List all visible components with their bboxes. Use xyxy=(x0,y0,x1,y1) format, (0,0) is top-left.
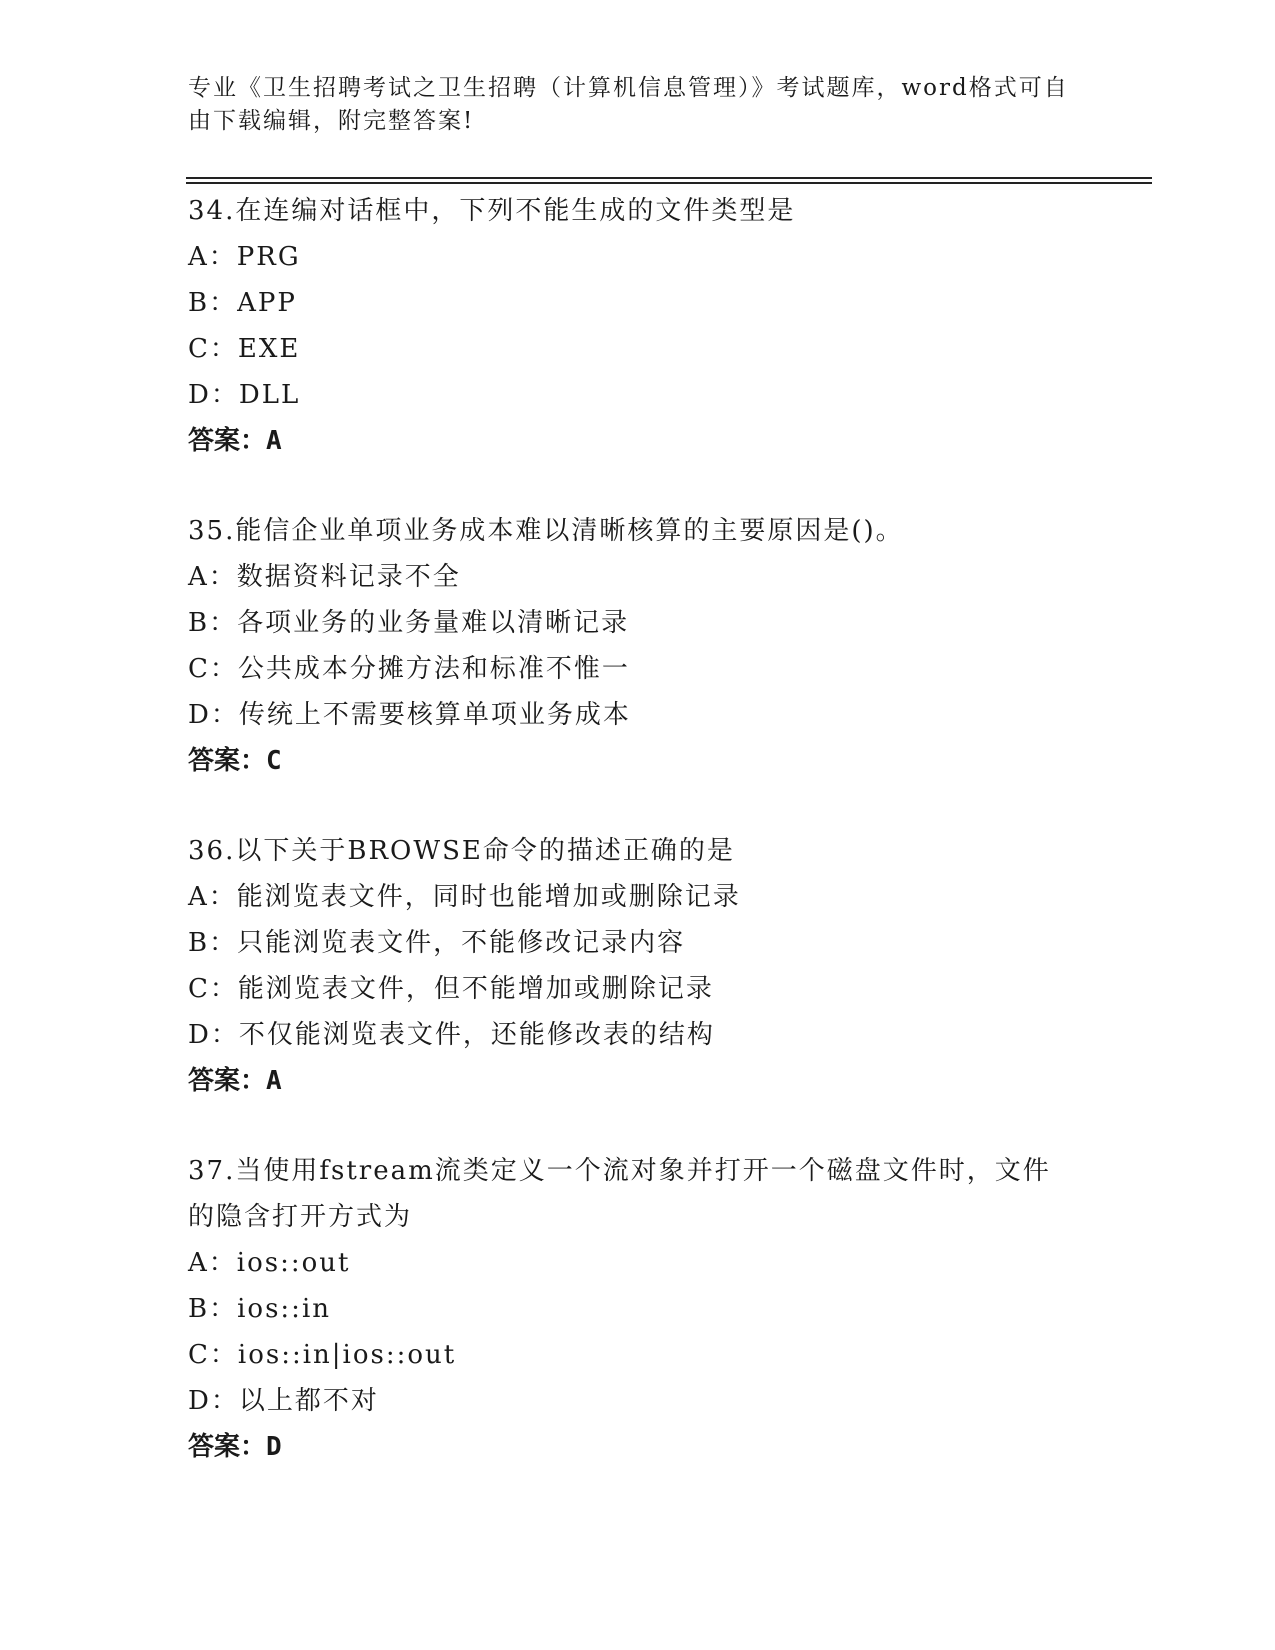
option-d: D：DLL xyxy=(188,380,301,410)
question-37 xyxy=(188,1148,1088,1470)
question-text-line-1: 37.当使用fstream流类定义一个流对象并打开一个磁盘文件时，文件 xyxy=(188,1156,1051,1186)
question-36 xyxy=(188,828,1088,1104)
option-d: D：不仅能浏览表文件，还能修改表的结构 xyxy=(188,1020,715,1050)
question-34 xyxy=(188,188,1088,464)
answer: 答案：D xyxy=(188,1432,282,1462)
option-c: C：公共成本分摊方法和标准不惟一 xyxy=(188,654,630,684)
option-d: D：以上都不对 xyxy=(188,1386,379,1416)
question-text: 36.以下关于BROWSE命令的描述正确的是 xyxy=(188,836,735,866)
option-b: B：各项业务的业务量难以清晰记录 xyxy=(188,608,630,638)
header-divider-bottom xyxy=(186,182,1152,184)
question-text-line-2: 的隐含打开方式为 xyxy=(188,1202,413,1232)
header-line-1: 专业《卫生招聘考试之卫生招聘（计算机信息管理）》考试题库，word格式可自 xyxy=(188,75,1069,101)
option-a: A：PRG xyxy=(188,242,301,272)
option-a: A：数据资料记录不全 xyxy=(188,562,461,592)
answer: 答案：A xyxy=(188,426,282,456)
answer: 答案：A xyxy=(188,1066,282,1096)
answer: 答案：C xyxy=(188,746,282,776)
option-b: B：只能浏览表文件，不能修改记录内容 xyxy=(188,928,686,958)
option-d: D：传统上不需要核算单项业务成本 xyxy=(188,700,631,730)
header-line-2: 由下载编辑，附完整答案! xyxy=(188,108,475,134)
option-c: C：EXE xyxy=(188,334,301,364)
option-a: A：ios::out xyxy=(188,1248,351,1278)
option-a: A：能浏览表文件，同时也能增加或删除记录 xyxy=(188,882,741,912)
question-35 xyxy=(188,508,1088,784)
option-c: C：ios::in|ios::out xyxy=(188,1340,457,1370)
header-divider-top xyxy=(186,177,1152,179)
option-c: C：能浏览表文件，但不能增加或删除记录 xyxy=(188,974,714,1004)
option-b: B：ios::in xyxy=(188,1294,331,1324)
question-text: 35.能信企业单项业务成本难以清晰核算的主要原因是()。 xyxy=(188,516,904,546)
question-text: 34.在连编对话框中，下列不能生成的文件类型是 xyxy=(188,196,796,226)
document-header xyxy=(188,72,1088,138)
option-b: B：APP xyxy=(188,288,297,318)
